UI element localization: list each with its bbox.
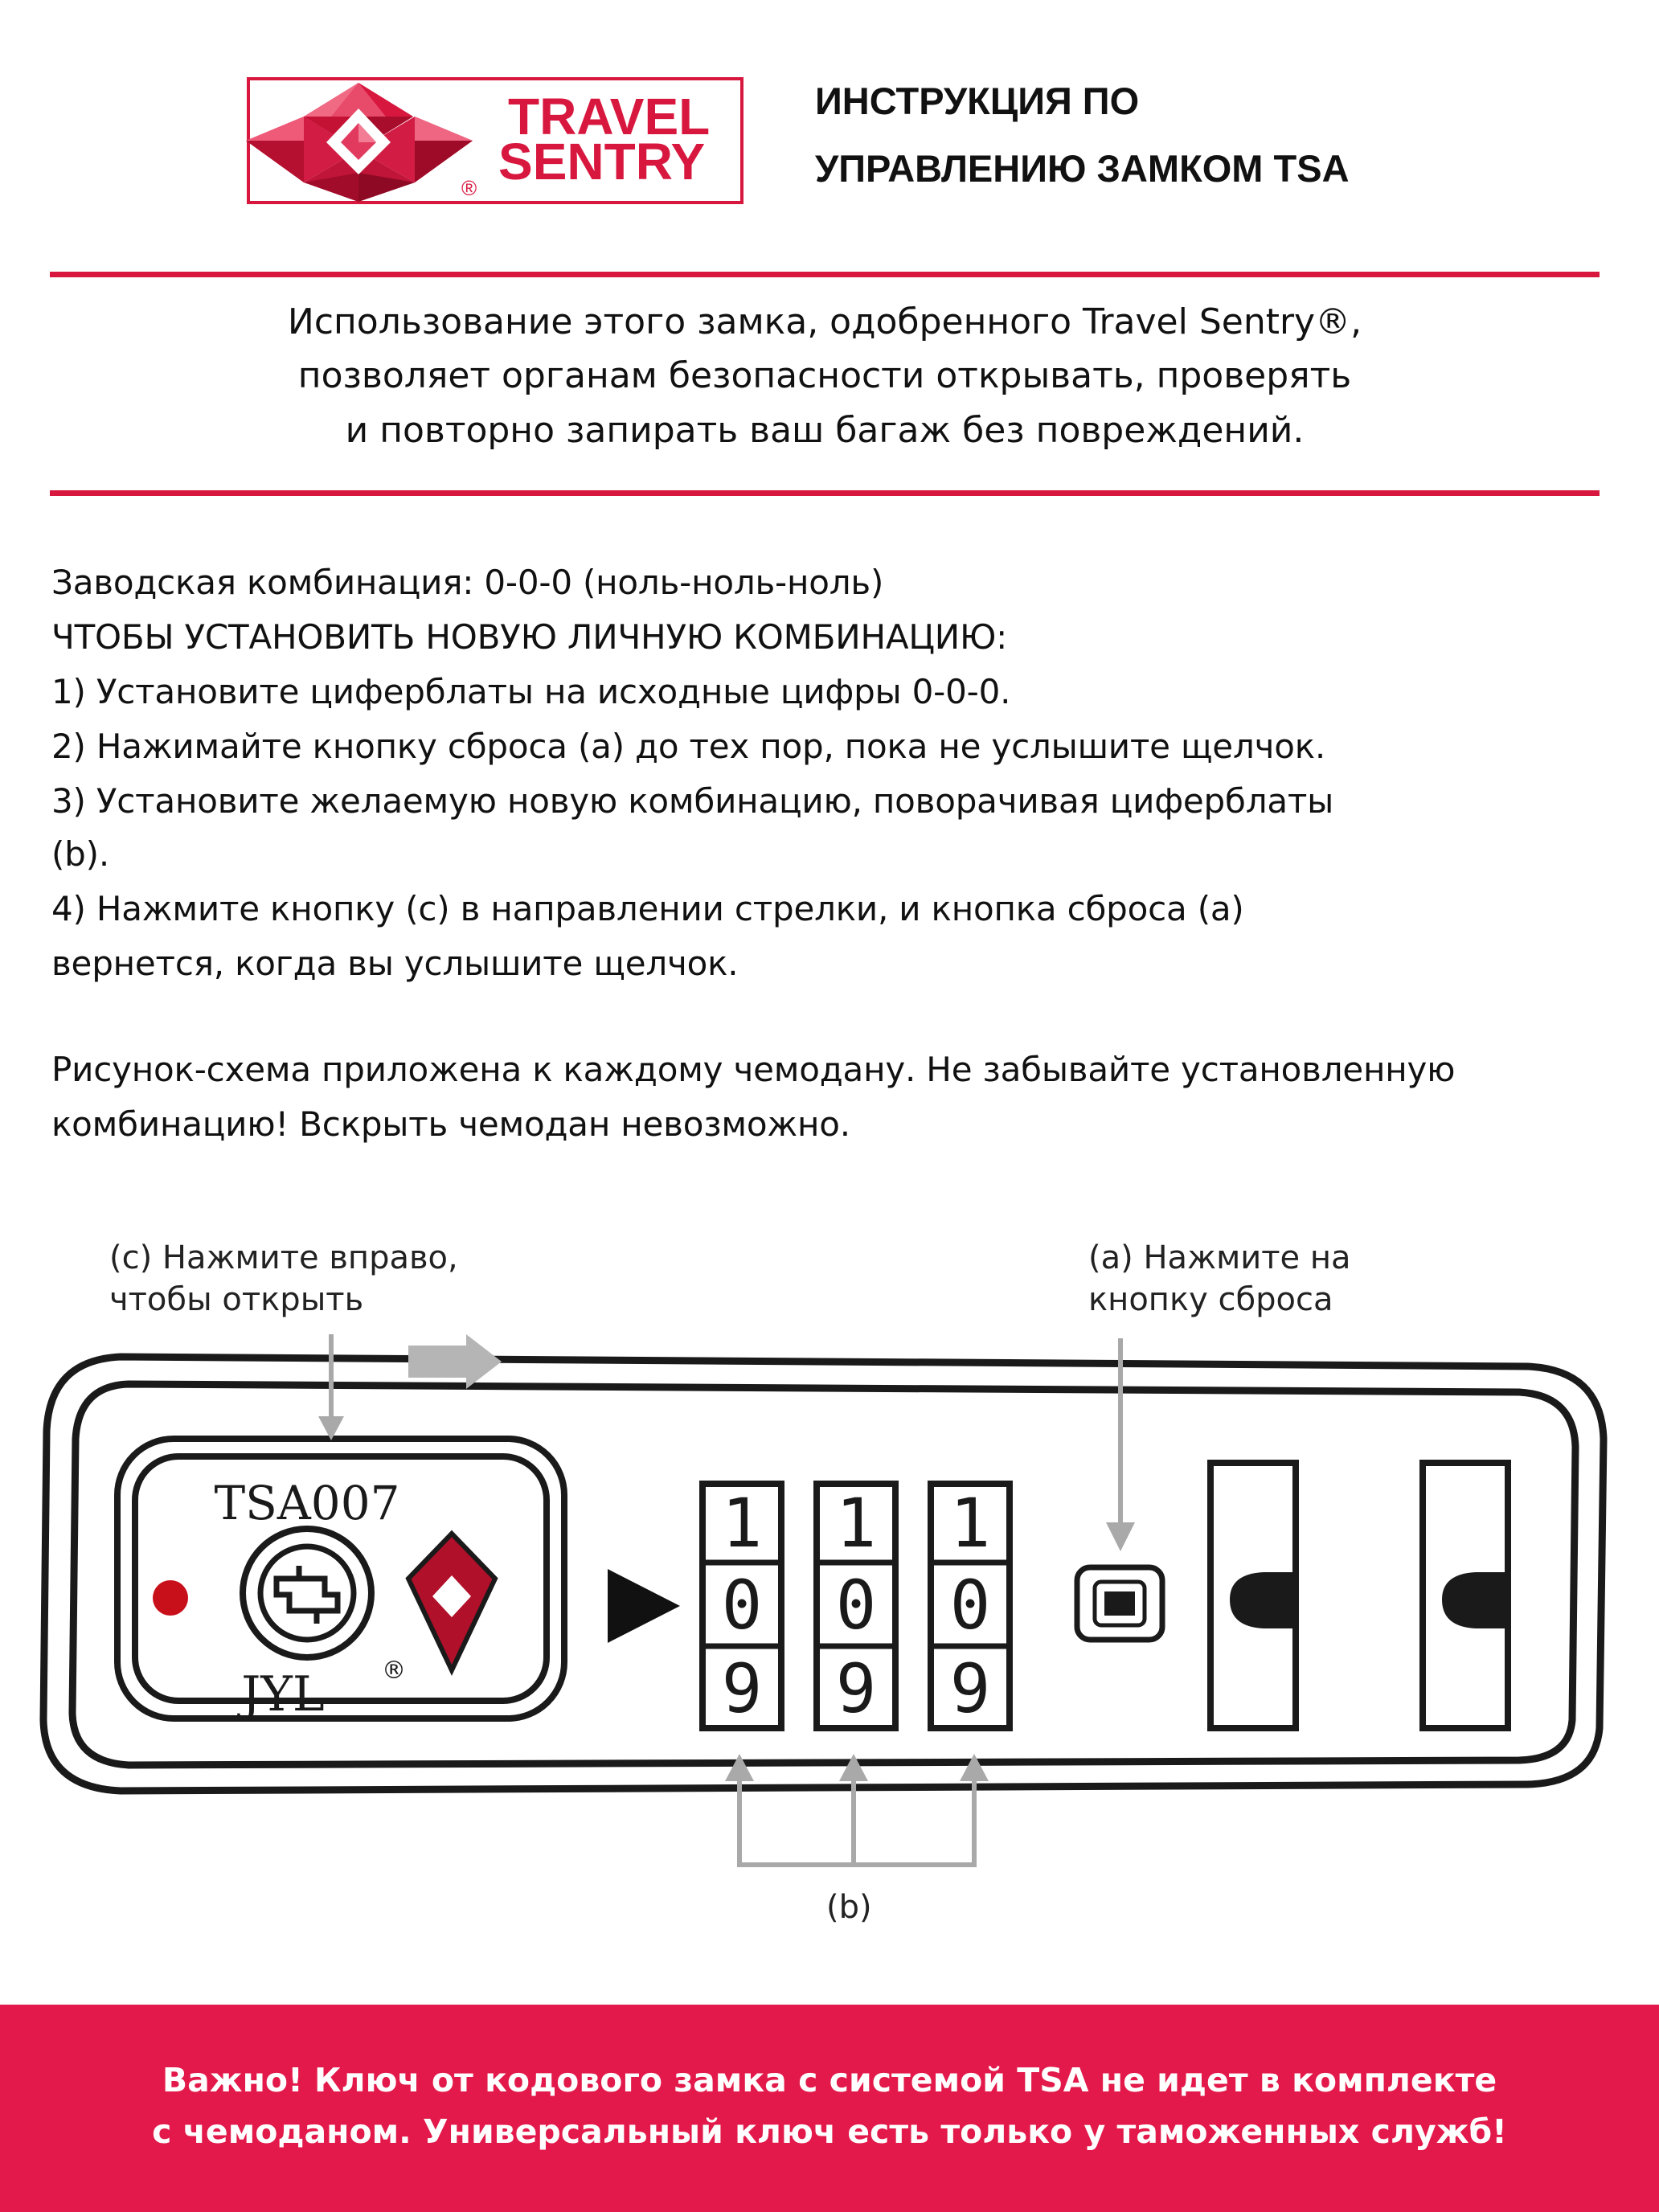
latch-1 — [1210, 1463, 1296, 1728]
dial-2-digit-bottom: 9 — [835, 1649, 877, 1728]
warning-line-2: с чемоданом. Универсальный ключ есть только у таможенных служб! — [152, 2112, 1507, 2151]
lock-brand-text: JYL — [241, 1666, 325, 1722]
warning-line-1: Важно! Ключ от кодового замка с системой TSA не идет в комплекте — [162, 2061, 1497, 2099]
page-title-line-1: ИНСТРУКЦИЯ ПО — [815, 80, 1140, 122]
note-line-1: Рисунок-схема приложена к каждому чемодану. Не забывайте установленную — [51, 1050, 1456, 1089]
intro-line-1: Использование этого замка, одобренного Travel Sentry®, — [287, 301, 1362, 342]
tsa-keyhole-icon — [276, 1566, 338, 1624]
warning-footer — [0, 2005, 1659, 2212]
callout-a-line-1: (a) Нажмите на — [1088, 1239, 1351, 1276]
travel-sentry-logo-graphic — [246, 76, 744, 205]
step-1: 1) Установите циферблаты на исходные цифры 0-0-0. — [51, 672, 1011, 711]
intro-line-2: позволяет органам безопасности открывать, проверять — [297, 355, 1352, 396]
note-line-2: комбинацию! Вскрыть чемодан невозможно. — [51, 1104, 850, 1144]
step-4-line-2: вернется, когда вы услышите щелчок. — [51, 944, 739, 983]
push-button-c — [117, 1439, 564, 1722]
dial-pointer-triangle — [608, 1569, 680, 1643]
instructions-heading: ЧТОБЫ УСТАНОВИТЬ НОВУЮ ЛИЧНУЮ КОМБИНАЦИЮ: — [51, 617, 1008, 657]
callout-c-line-1: (c) Нажмите вправо, — [109, 1239, 458, 1276]
lock-diagram — [0, 1318, 1659, 1961]
dial-3-digit-top: 1 — [949, 1484, 991, 1563]
step-2: 2) Нажимайте кнопку сброса (a) до тех пор, пока не услышите щелчок. — [51, 727, 1326, 766]
callout-b-arrowhead-3 — [960, 1754, 989, 1781]
callout-b-arrowhead-2 — [839, 1754, 868, 1781]
dial-2-digit-middle: 0 — [835, 1566, 877, 1645]
dial-2-digit-top: 1 — [835, 1484, 877, 1563]
dial-3-digit-bottom: 9 — [949, 1649, 991, 1728]
callout-a-line-2: кнопку сброса — [1088, 1281, 1333, 1318]
divider-bottom — [50, 490, 1600, 496]
travel-sentry-diamond-icon — [408, 1534, 495, 1670]
logo-word-sentry: SENTRY — [498, 133, 706, 190]
dial-1-digit-middle: 0 — [721, 1566, 763, 1645]
logo-registered-mark: ® — [461, 176, 477, 200]
step-3-line-2: (b). — [51, 834, 109, 874]
reset-button-a — [1077, 1567, 1162, 1640]
push-right-arrow — [408, 1334, 502, 1389]
step-3-line-1: 3) Установите желаемую новую комбинацию, поворачивая циферблаты — [51, 781, 1334, 821]
callout-a-arrowhead — [1106, 1522, 1135, 1551]
dial-3-digit-middle: 0 — [949, 1566, 991, 1645]
page-title-line-2: УПРАВЛЕНИЮ ЗАМКОМ TSA — [815, 147, 1350, 190]
callout-b-arrowhead-1 — [725, 1754, 754, 1781]
dial-1-digit-top: 1 — [721, 1484, 763, 1563]
dial-1-digit-bottom: 9 — [721, 1649, 763, 1728]
logo-word-travel: TRAVEL — [508, 88, 711, 145]
intro-line-3: и повторно запирать ваш багаж без повреждений. — [345, 410, 1305, 451]
callout-b-bracket — [725, 1754, 989, 1865]
latch-2 — [1423, 1463, 1508, 1728]
lock-model-text: TSA007 — [214, 1476, 400, 1530]
lock-diagram-graphic — [0, 1318, 1659, 1961]
lock-registered-mark: ® — [382, 1657, 406, 1685]
travel-sentry-logo — [246, 76, 744, 205]
red-indicator-dot — [153, 1580, 188, 1616]
step-4-line-1: 4) Нажмите кнопку (c) в направлении стрелки, и кнопка сброса (a) — [51, 889, 1244, 928]
divider-top — [50, 272, 1600, 277]
callout-c-line-2: чтобы открыть — [109, 1281, 364, 1318]
factory-combination: Заводская комбинация: 0-0-0 (ноль-ноль-ноль) — [51, 563, 884, 602]
callout-b-label: (b) — [826, 1889, 872, 1926]
